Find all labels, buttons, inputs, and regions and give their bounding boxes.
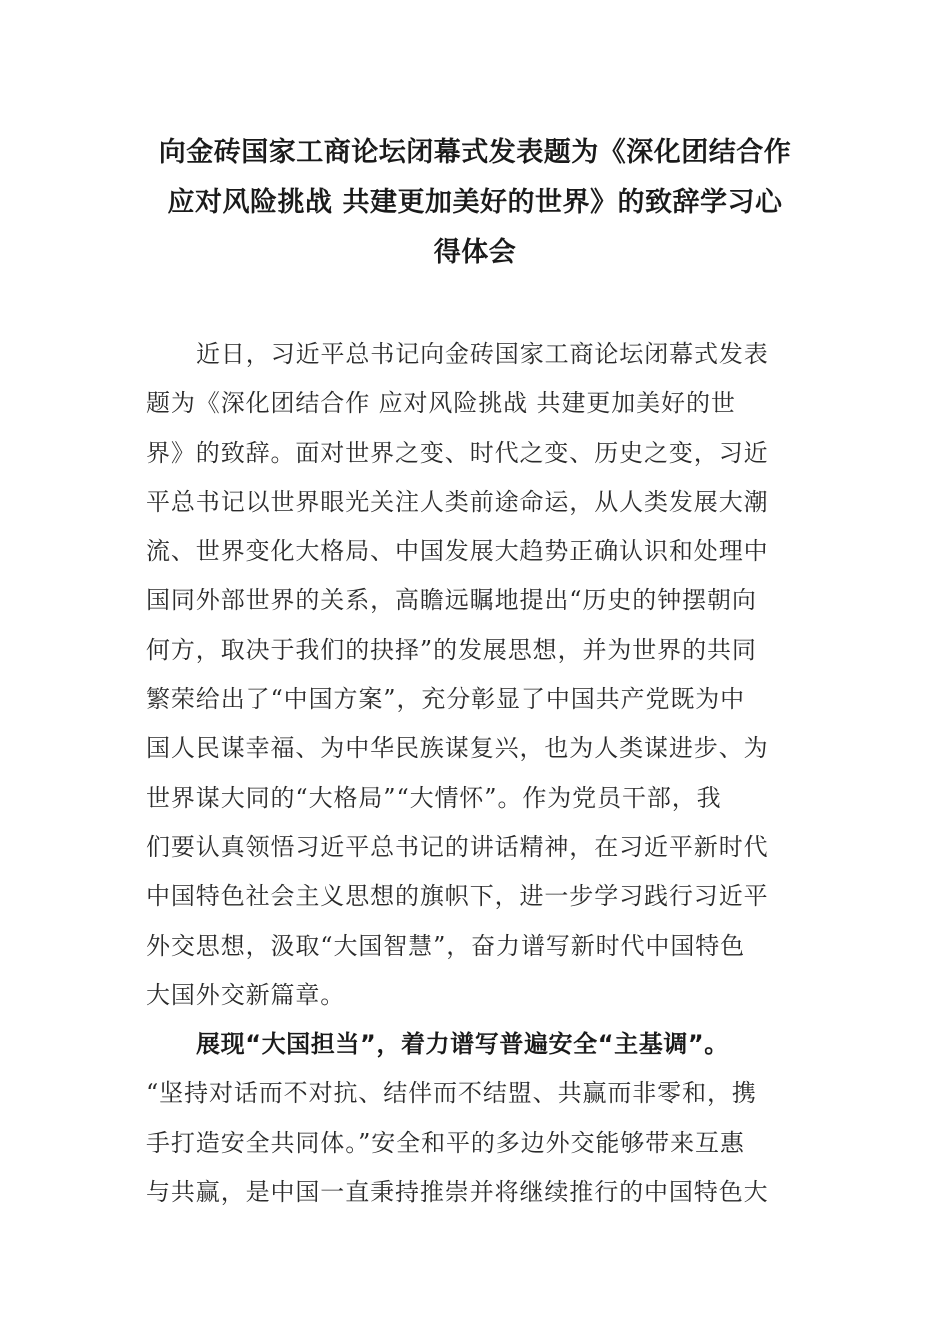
text-line: 何方，取决于我们的抉择”的发展思想，并为世界的共同 <box>146 635 757 664</box>
text-line: 大国外交新篇章。 <box>146 980 346 1009</box>
text-line: 近日，习近平总书记向金砖国家工商论坛闭幕式发表 <box>196 340 769 368</box>
text-line: 国人民谋幸福、为中华民族谋复兴，也为人类谋进步、为 <box>146 734 769 763</box>
text-line: 题为《深化团结合作 应对风险挑战 共建更加美好的世 <box>146 389 736 418</box>
paragraph-intro <box>146 330 806 1020</box>
text-line: 中国特色社会主义思想的旗帜下，进一步学习践行习近平 <box>146 882 769 911</box>
title-line: 应对风险挑战 共建更加美好的世界》的致辞学习心 <box>167 187 783 218</box>
text-line: 外交思想，汲取“大国智慧”，奋力谱写新时代中国特色 <box>146 931 746 960</box>
text-line: 们要认真领悟习近平总书记的讲话精神，在习近平新时代 <box>146 832 769 861</box>
text-line: 繁荣给出了“中国方案”，充分彰显了中国共产党既为中 <box>146 685 746 714</box>
document-body <box>146 330 806 1217</box>
text-line: 手打造安全共同体。”安全和平的多边外交能够带来互惠 <box>146 1128 745 1157</box>
title-line: 得体会 <box>433 237 517 268</box>
title-line: 向金砖国家工商论坛闭幕式发表题为《深化团结合作 <box>158 137 792 168</box>
text-line: 国同外部世界的关系，高瞻远瞩地提出“历史的钟摆朝向 <box>146 586 757 615</box>
paragraph-security <box>146 1069 806 1217</box>
text-line: 流、世界变化大格局、中国发展大趋势正确认识和处理中 <box>146 537 769 566</box>
text-line: 与共赢，是中国一直秉持推崇并将继续推行的中国特色大 <box>146 1178 769 1207</box>
document-title <box>120 128 830 278</box>
text-line: 界》的致辞。面对世界之变、时代之变、历史之变，习近 <box>146 438 769 467</box>
text-line: “坚持对话而不对抗、结伴而不结盟、共赢而非零和，携 <box>146 1079 757 1108</box>
text-line: 平总书记以世界眼光关注人类前途命运，从人类发展大潮 <box>146 487 769 516</box>
section-heading-text: 展现“大国担当”，着力谱写普遍安全“主基调”。 <box>196 1030 729 1059</box>
section-heading <box>146 1020 806 1069</box>
text-line: 世界谋大同的“大格局”“大情怀”。作为党员干部，我 <box>146 783 722 812</box>
